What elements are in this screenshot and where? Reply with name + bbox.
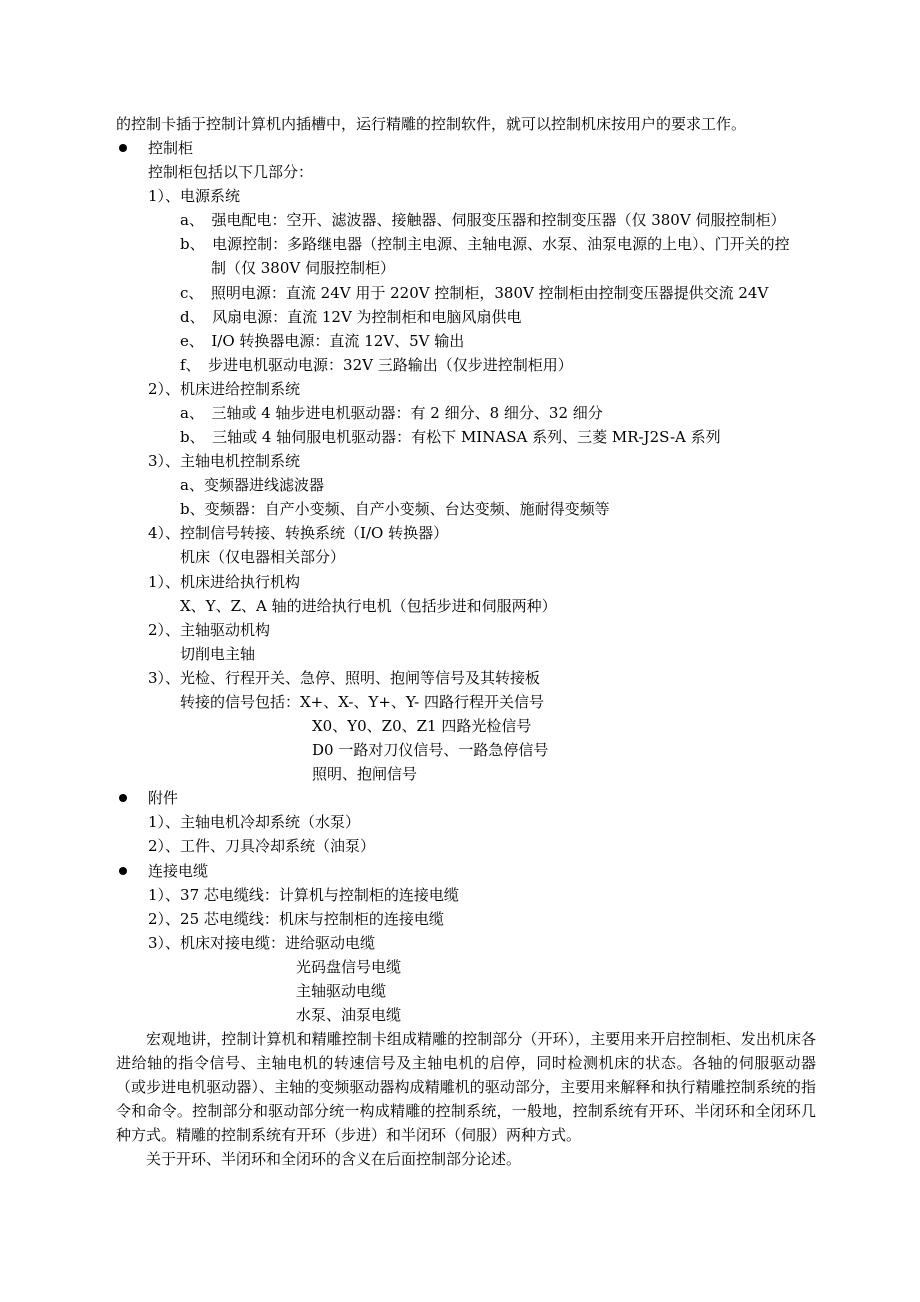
text-line: 的控制卡插于控制计算机内插槽中，运行精雕的控制软件，就可以控制机床按用户的要求工作。 bbox=[116, 115, 747, 133]
text-line: 2）、工件、刀具冷却系统（油泵） bbox=[148, 837, 376, 855]
bullet-icon bbox=[119, 794, 127, 802]
bullet-icon bbox=[119, 144, 127, 152]
text-line: 2）、主轴驱动机构 bbox=[148, 621, 271, 639]
body-paragraph: 宏观地讲，控制计算机和精雕控制卡组成精雕的控制部分（开环），主要用来开启控制柜、发出机床各进给轴的指令信号、主轴电机的转速信号及主轴电机的启停，同时检测机床的状态。各轴的伺服驱动器（或步进电机驱动器）、主轴的变频驱动器构成精雕机的驱动部分，主要用来解释和执行精雕控制系统的指令和命令。控制部分和驱动部分统一构成精雕的控制系统，一般地，控制系统有开环、半闭环和全闭环几种方式。精雕的控制系统有开环（步进）和半闭环（伺服）两种方式。 bbox=[116, 1030, 816, 1144]
text-line: c、 照明电源：直流 24V 用于 220V 控制柜，380V 控制柜由控制变压器提供交流 24V bbox=[180, 284, 769, 302]
text-line: 连接电缆 bbox=[148, 862, 209, 880]
text-line: 附件 bbox=[148, 789, 179, 807]
text-line: b、变频器：自产小变频、自产小变频、台达变频、施耐得变频等 bbox=[180, 500, 610, 518]
text-line: 照明、抱闸信号 bbox=[312, 765, 418, 783]
text-line: 3）、光检、行程开关、急停、照明、抱闸等信号及其转接板 bbox=[148, 669, 541, 687]
text-line: 控制柜包括以下几部分： bbox=[148, 163, 314, 181]
text-line: a、变频器进线滤波器 bbox=[180, 476, 324, 494]
text-line: 机床（仅电器相关部分） bbox=[180, 548, 346, 566]
text-line: 制（仅 380V 伺服控制柜） bbox=[211, 259, 395, 277]
text-line: e、 I/O 转换器电源：直流 12V、5V 输出 bbox=[180, 332, 465, 350]
text-line: f、 步进电机驱动电源：32V 三路输出（仅步进控制柜用） bbox=[180, 356, 573, 374]
text-line: 控制柜 bbox=[148, 139, 194, 157]
text-line: 2）、25 芯电缆线：机床与控制柜的连接电缆 bbox=[148, 910, 444, 928]
text-line: 切削电主轴 bbox=[180, 645, 256, 663]
text-line: 4）、控制信号转接、转换系统（I/O 转换器） bbox=[148, 524, 449, 542]
text-line: 3）、主轴电机控制系统 bbox=[148, 452, 301, 470]
text-line: X、Y、Z、A 轴的进给执行电机（包括步进和伺服两种） bbox=[180, 597, 557, 615]
text-line: X0、Y0、Z0、Z1 四路光检信号 bbox=[312, 717, 532, 735]
text-line: 1）、机床进给执行机构 bbox=[148, 573, 301, 591]
text-line: a、 强电配电：空开、滤波器、接触器、伺服变压器和控制变压器（仅 380V 伺服控制柜） bbox=[180, 211, 786, 229]
text-line: D0 一路对刀仪信号、一路急停信号 bbox=[312, 741, 549, 759]
text-line: 主轴驱动电缆 bbox=[296, 982, 387, 1000]
text-line: 水泵、油泵电缆 bbox=[296, 1006, 402, 1024]
text-line: 2）、机床进给控制系统 bbox=[148, 380, 301, 398]
text-line: 1）、电源系统 bbox=[148, 187, 241, 205]
text-line: 3）、机床对接电缆：进给驱动电缆 bbox=[148, 934, 376, 952]
text-line: d、 风扇电源：直流 12V 为控制柜和电脑风扇供电 bbox=[180, 308, 522, 326]
text-line: b、 电源控制：多路继电器（控制主电源、主轴电源、水泵、油泵电源的上电）、门开关的控 bbox=[180, 235, 790, 253]
text-line: 1）、主轴电机冷却系统（水泵） bbox=[148, 813, 361, 831]
text-line: b、 三轴或 4 轴伺服电机驱动器：有松下 MINASA 系列、三菱 MR-J2S-A 系列 bbox=[180, 428, 721, 446]
text-line: 光码盘信号电缆 bbox=[296, 958, 402, 976]
text-line: a、 三轴或 4 轴步进电机驱动器：有 2 细分、8 细分、32 细分 bbox=[180, 404, 603, 422]
body-paragraph: 关于开环、半闭环和全闭环的含义在后面控制部分论述。 bbox=[146, 1150, 522, 1168]
text-line: 1）、37 芯电缆线：计算机与控制柜的连接电缆 bbox=[148, 886, 459, 904]
bullet-icon bbox=[119, 867, 127, 875]
text-line: 转接的信号包括：X+、X-、Y+、Y- 四路行程开关信号 bbox=[180, 693, 545, 711]
